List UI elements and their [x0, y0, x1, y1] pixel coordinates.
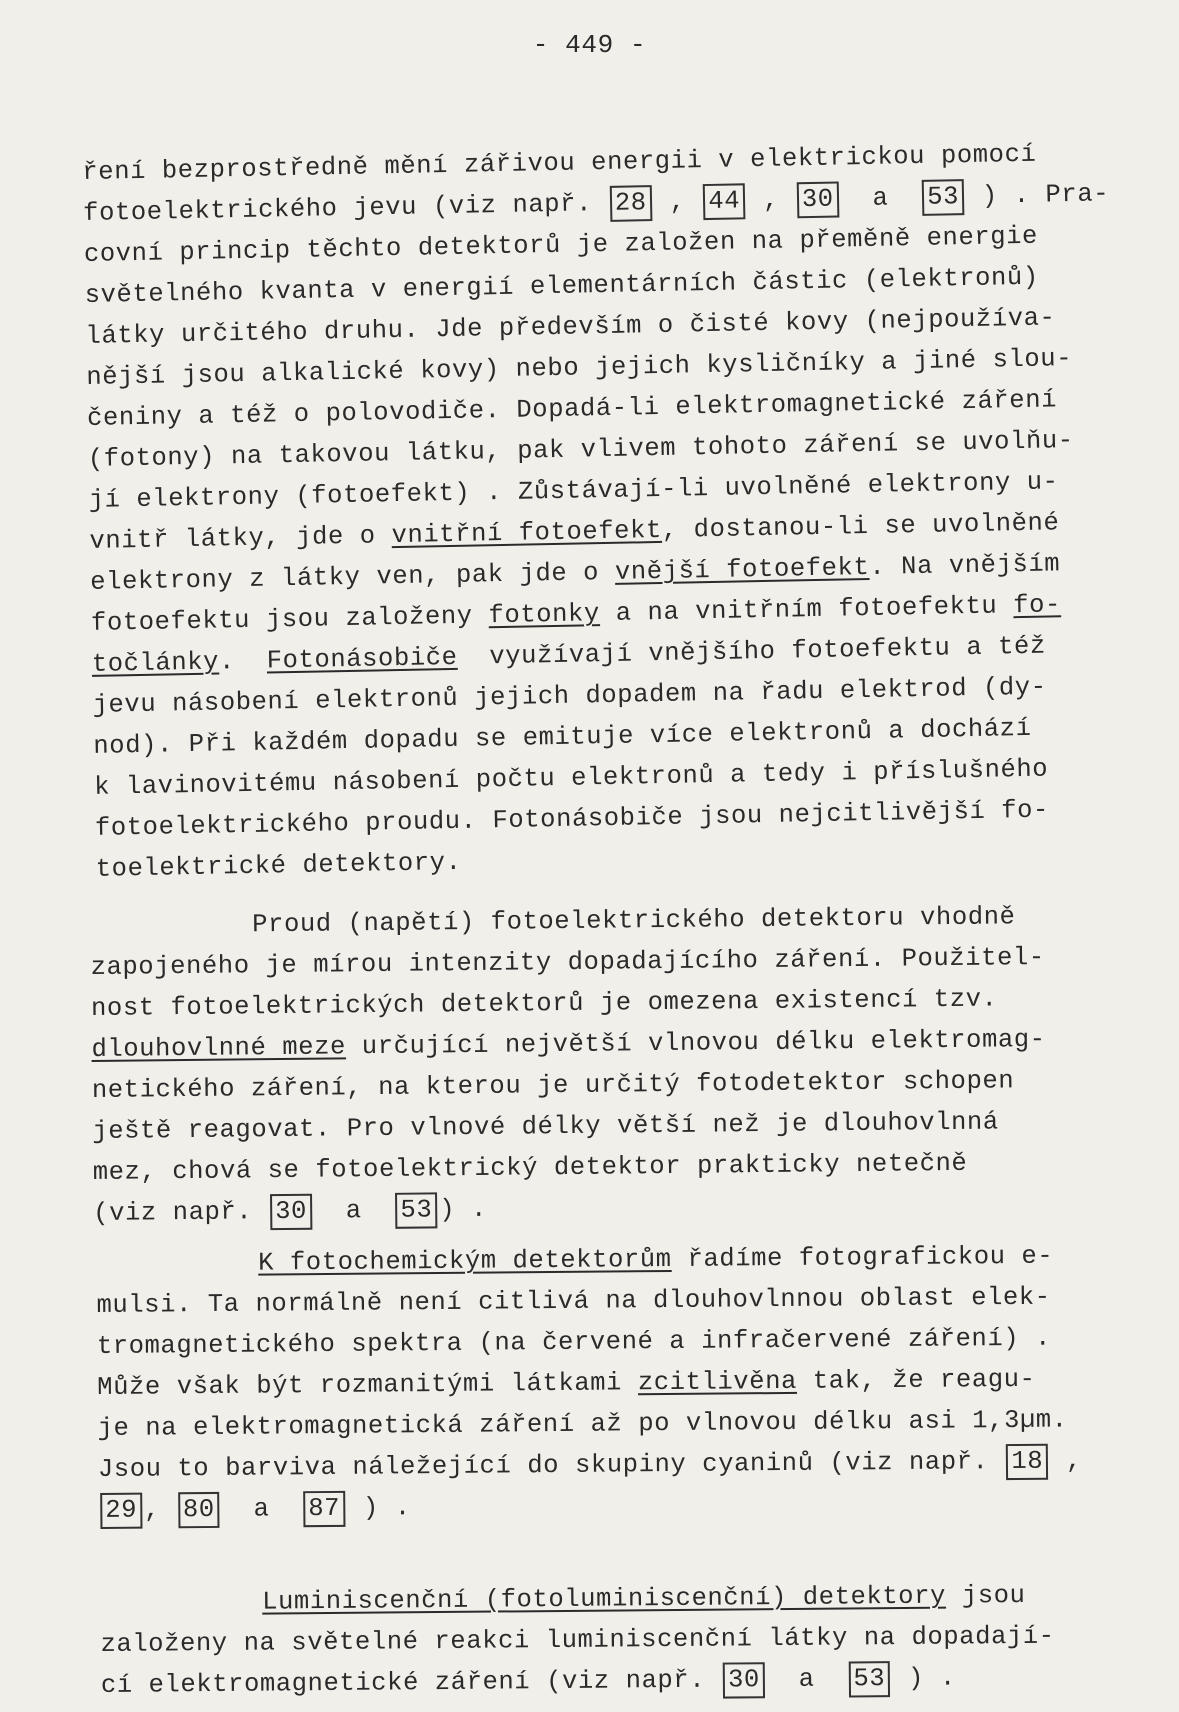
- text-line: cí elektromagnetické záření (viz např. 30 a 53 ) .: [101, 1656, 1141, 1706]
- text-line: toelektrické detektory.: [95, 847, 462, 884]
- text-line: jevu násobení elektronů jejich dopadem na řadu elektrod (dy-: [92, 672, 1047, 720]
- text-line: točlánky. Fotonásobiče využívají vnějšího fotoefektu a též: [91, 631, 1047, 679]
- text-line: je na elektromagnetická záření až po vlnovou délku asi 1,3µm.: [97, 1405, 1068, 1443]
- text-line: Může však být rozmanitými látkami zcitlivěna tak, že reagu-: [97, 1364, 1036, 1402]
- text-line: nost fotoelektrických detektorů je omezena existencí tzv.: [90, 984, 998, 1023]
- underlined-term: K fotochemickým detektorům: [258, 1244, 672, 1278]
- citation-ref: 28: [610, 185, 652, 222]
- text-line: k lavinovitému násobení počtu elektronů a tedy i příslušného: [93, 754, 1049, 802]
- citation-ref: 30: [270, 1194, 312, 1230]
- text-line: tromagnetického spektra (na červené a infračervené záření) .: [96, 1323, 1052, 1361]
- citation-ref: 30: [797, 181, 839, 218]
- paragraph-photochemical: [96, 1235, 1138, 1531]
- text-line: vnitř látky, jde o vnitřní fotoefekt, dostanou-li se uvolněné: [89, 508, 1060, 556]
- text-line: dlouhovlnné meze určující největší vlnovou délku elektromag-: [91, 1025, 1046, 1064]
- page-number: - 449 -: [532, 30, 647, 60]
- citation-ref: 80: [178, 1492, 220, 1528]
- text-line: nod). Při každém dopadu se emituje více elektronů a dochází: [93, 713, 1032, 761]
- paragraph-photoelectric: [82, 132, 1136, 890]
- underlined-term: zcitlivěna: [637, 1366, 798, 1398]
- citation-ref: 53: [922, 179, 964, 216]
- citation-ref: 53: [848, 1661, 890, 1697]
- underlined-term: Fotonásobiče: [266, 642, 458, 676]
- text-line: Luminiscenční (fotoluminiscenční) detektory jsou: [262, 1580, 1026, 1617]
- text-line: (fotony) na takovou látku, pak vlivem tohoto záření se uvolňu-: [87, 426, 1074, 474]
- text-line: ření bezprostředně mění zářivou energii v elektrickou pomocí: [82, 139, 1037, 187]
- citation-ref: 18: [1006, 1444, 1048, 1480]
- text-line: Proud (napětí) fotoelektrického detektoru vhodně: [252, 902, 1016, 940]
- text-line: K fotochemickým detektorům řadíme fotografickou e-: [258, 1241, 1054, 1278]
- paragraph-long-wave-limit: [90, 895, 1133, 1234]
- underlined-term: fotonky: [488, 599, 601, 631]
- text-line: jí elektrony (fotoefekt) . Zůstávají-li uvolněné elektrony u-: [88, 467, 1059, 515]
- text-line: fotoefektu jsou založeny fotonky a na vnitřním fotoefektu fo-: [90, 590, 1062, 638]
- underlined-term: fo-: [1012, 590, 1062, 621]
- text-line: světelného kvanta v energií elementárních částic (elektronů): [84, 262, 1040, 310]
- text-line: fotoelektrického proudu. Fotonásobiče jsou nejcitlivější fo-: [94, 795, 1050, 843]
- text-line: zapojeného je mírou intenzity dopadajícího záření. Použitel-: [90, 943, 1045, 982]
- text-line: nější jsou alkalické kovy) nebo jejich kysličníky a jiné slou-: [86, 344, 1073, 392]
- citation-ref: 29: [100, 1493, 142, 1529]
- underlined-term: vnitřní fotoefekt: [391, 515, 663, 551]
- citation-ref: 44: [703, 183, 745, 220]
- text-line: covní princip těchto detektorů je založen na přeměně energie: [83, 221, 1039, 269]
- underlined-term: točlánky: [91, 647, 220, 679]
- text-line: látky určitého druhu. Jde především o čisté kovy (nejpoužíva-: [85, 303, 1056, 351]
- text-line: elektrony z látky ven, pak jde o vnější fotoefekt. Na vnějším: [89, 549, 1061, 597]
- text-line: založeny na světelné reakci luminiscenční látky na dopadají-: [100, 1621, 1055, 1659]
- citation-ref: 53: [395, 1192, 437, 1228]
- text-line: 29 , 80 a 87 ) .: [98, 1481, 1138, 1531]
- citation-ref: 30: [723, 1662, 765, 1698]
- text-line: Jsou to barviva náležející do skupiny cyaninů (viz např. 18 ,: [98, 1440, 1138, 1490]
- paragraph-luminescent: [100, 1574, 1141, 1706]
- text-line: netického záření, na kterou je určitý fotodetektor schopen: [91, 1066, 1015, 1105]
- text-line: čeniny a též o polovodiče. Dopadá-li elektromagnetické záření: [86, 385, 1058, 433]
- text-line: mulsi. Ta normálně není citlivá na dlouhovlnnou oblast elek-: [96, 1282, 1051, 1320]
- underlined-term: vnější fotoefekt: [614, 552, 870, 587]
- underlined-term: Luminiscenční (fotoluminiscenční) detektory: [262, 1581, 947, 1617]
- text-line: ještě reagovat. Pro vlnové délky větší než je dlouhovlnná: [92, 1107, 999, 1146]
- text-line: (viz např. 30 a 53 ) .: [93, 1182, 1133, 1234]
- text-line: fotoelektrického jevu (viz např. 28 , 44 , 30 a 53 ) . Pra-: [82, 179, 1110, 228]
- citation-ref: 87: [303, 1491, 345, 1527]
- text-line: mez, chová se fotoelektrický detektor prakticky netečně: [92, 1148, 968, 1187]
- underlined-term: dlouhovlnné meze: [91, 1032, 347, 1064]
